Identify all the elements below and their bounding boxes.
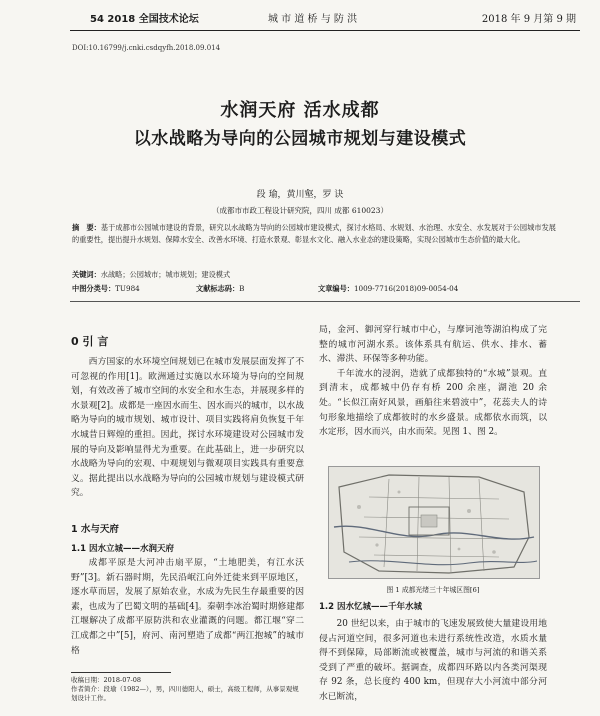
subsection-1-1-body [71,556,304,658]
article-number-label: 文章编号： [318,284,354,293]
header-journal-page: 54 2018 全国技术论坛 [90,14,199,25]
right-paragraph-2: 千年流水的浸润，造就了成都独特的“水城”景观。直到清末，成都城中仍存有桥 200 余座，湖池 20 余处。“长似江南好风景，画船往来碧波中”，花蕊夫人的诗句形象地描绘了成都彼时的水乡盛景。成都依水而筑，以水定形，因水而兴，由水而荣。见图 1、图 2。 [319,368,547,438]
abstract-divider [70,301,580,302]
keywords-text: 水战略；公园城市；城市规划；建设模式 [100,270,231,279]
affiliation: （成都市市政工程设计研究院，四川 成都 610023） [212,206,388,215]
header-divider [70,30,580,31]
subsection-1-2-heading: 1.2 因水忆城——千年水城 [319,602,423,612]
clc-value: TU984 [115,284,140,293]
title-line-1: 水润天府 活水成都 [220,100,380,121]
article-number-value: 1009-7716(2018)09-0054-04 [353,284,459,293]
abstract-text: 基于成都市公园城市建设的背景，研究以水战略为导向的公园城市建设模式，探讨水格局、水规划、水治理、水安全、水发展对于公园城市发展的重要性，提出提升水规划、保障水安全、改善水环境、打造水景观、彰显水文化、融入水业态的建设策略，实现公园城市生态价值的最大化。 [72,223,556,244]
footnote-author-bio: 作者简介：段瑜（1982—），男，四川德阳人，硕士，高级工程师，从事景观规划设计工作。 [71,685,299,702]
abstract-block [72,222,556,245]
section-1-heading: 1 水与天府 [71,524,119,535]
historic-city-map-illustration [329,467,539,578]
subsection-1-1-paragraph: 成都平原是大河冲击扇平原，“土地肥美，有江水沃野”[3]。新石器时期，先民沿岷江向外迁徙来到平原地区，逐水草而居，发展了原始农业，水成为先民生存最重要的因素，也成为了巴蜀文明的基础[4]。秦朝李冰治蜀时期修建都江堰解决了成都平原防洪和农业灌溉的问题。都江堰“穿二江成都之中”[5]，府河、南河塑造了成都“两江抱城”的城市格 [71,558,304,656]
left-column-body [71,355,304,501]
subsection-1-2-paragraph: 20 世纪以来，由于城市的飞速发展致使大量建设用地侵占河道空间，很多河道也未进行系统性改造，水质水量得不到保障，局部断流或被覆盖，城市与河流的和谐关系受到了严重的破坏。据调查，成都四环路以内各类河渠现存 92 条，总长度约 400 km，但现存大小河流中部分河水已断流， [319,619,547,702]
right-column-body [319,323,547,440]
clc-number [72,284,140,294]
keywords-label: 关键词： [72,270,101,279]
abstract-label: 摘 要： [72,223,101,232]
keywords-line [72,270,556,280]
clc-label: 中图分类号： [72,284,116,293]
section-0-heading: 0 引 言 [71,335,109,348]
header-journal-name: 城 市 道 桥 与 防 洪 [268,14,358,25]
title-line-2: 以水战略为导向的公园城市规划与建设模式 [133,129,467,149]
subsection-1-1-heading: 1.1 因水立城——水润天府 [71,544,175,554]
intro-paragraph: 西方国家的水环境空间规划已在城市发展层面发挥了不可忽视的作用[1]。欧洲通过实施以水环境为导向的空间规划，有效改善了城市空间的水安全和水生态，并展现多样的水景观[2]。成都是一座因水而生、因水而兴的城市，以水战略为导向的城市规划、城市设计、项目实践将肩负恢复千年水城昔日辉煌的重担。因此，探讨水环境建设对公园城市发展的导向及影响显得尤为重要。在此基础上，进一步研究以水战略为导向的宏观、中观规划与微观项目实践具有重要意义。据此提出以水战略为导向的公园城市规划与建设模式研究。 [71,357,304,499]
document-code-value: B [239,284,245,293]
figure-1-map-image [328,466,540,579]
header-issue-date: 2018 年 9 月第 9 期 [481,14,576,25]
footnote-divider [71,672,171,673]
figure-1-caption: 图 1 成都光绪三十年城区图[6] [386,586,480,594]
right-paragraph-1: 局，金河、御河穿行城市中心，与摩诃池等湖泊构成了完整的城市河湖水系。该体系具有航运、供水、排水、蓄水、滞洪、环保等多种功能。 [319,325,547,365]
document-code [196,284,244,294]
article-number [318,284,458,294]
subsection-1-2-body [319,617,547,705]
document-code-label: 文献标志码： [196,284,240,293]
doi-line: DOI:10.16799/j.cnki.csdqyfh.2018.09.014 [72,44,221,52]
footnote-received-date: 收稿日期：2018-07-08 [71,676,141,684]
author-list: 段 瑜，黄川壑，罗 诀 [256,190,344,200]
